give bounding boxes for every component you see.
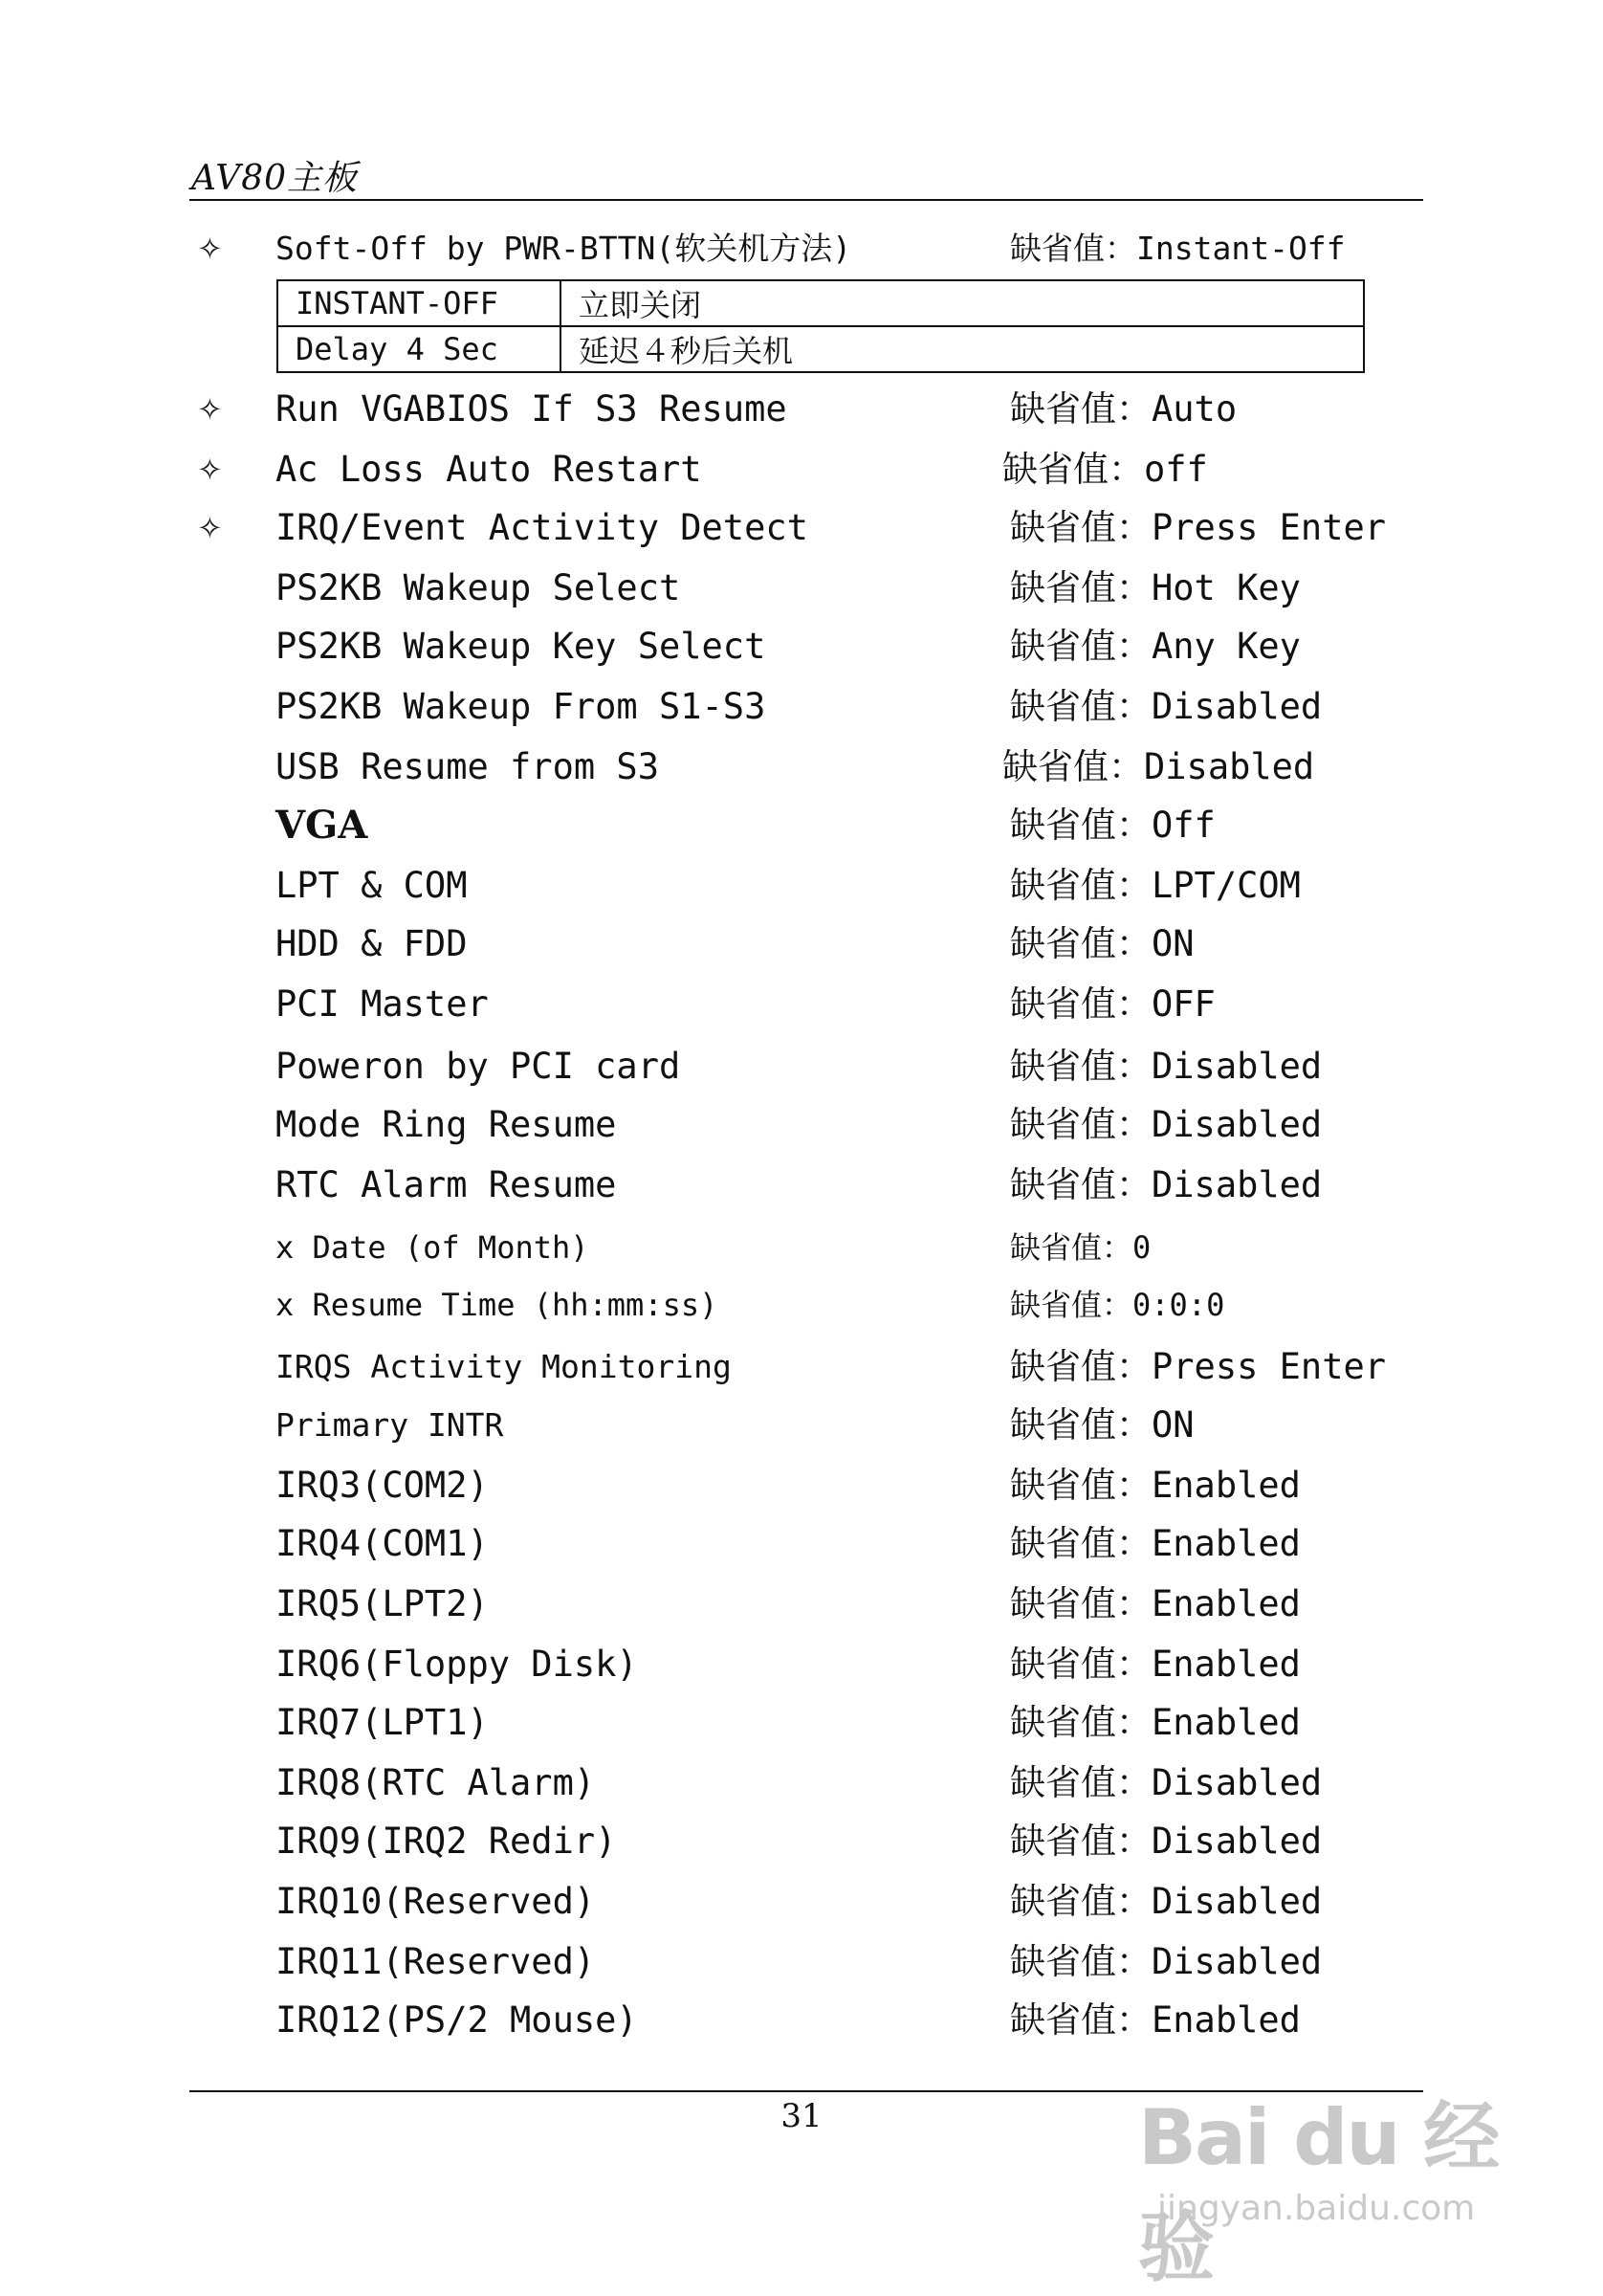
page-header-title: AV80主板 bbox=[191, 159, 359, 198]
option-name: Delay 4 Sec bbox=[277, 326, 560, 372]
setting-label: PS2KB Wakeup Key Select bbox=[275, 626, 766, 667]
setting-label: Run VGABIOS If S3 Resume bbox=[275, 388, 787, 430]
setting-label: Mode Ring Resume bbox=[275, 1104, 617, 1145]
setting-label: IRQ/Event Activity Detect bbox=[275, 507, 808, 548]
setting-label: PCI Master bbox=[275, 983, 489, 1025]
setting-row bbox=[0, 1935, 1603, 1989]
bullet-icon: ✧ bbox=[197, 391, 223, 428]
setting-row bbox=[0, 1459, 1603, 1512]
setting-default-value: 缺省值：Enabled bbox=[1010, 1999, 1301, 2041]
setting-label: IRQ5(LPT2) bbox=[275, 1583, 489, 1624]
setting-default-value: 缺省值：ON bbox=[1010, 1404, 1195, 1446]
setting-default-value: 缺省值：Enabled bbox=[1010, 1465, 1301, 1506]
option-description: 延迟４秒后关机 bbox=[560, 326, 1364, 372]
setting-label: x Resume Time (hh:mm:ss) bbox=[275, 1287, 718, 1323]
setting-default-value: 缺省值：Off bbox=[1010, 805, 1216, 846]
setting-row-soft-off bbox=[0, 222, 1603, 276]
setting-row bbox=[0, 1221, 1603, 1274]
setting-default-value: 缺省值：0:0:0 bbox=[1010, 1287, 1225, 1323]
setting-row bbox=[0, 1815, 1603, 1868]
setting-default-value: 缺省值：Enabled bbox=[1010, 1523, 1301, 1564]
setting-label: IRQ3(COM2) bbox=[275, 1465, 489, 1506]
setting-default-value: 缺省值：Disabled bbox=[1010, 686, 1323, 727]
setting-default-value: 缺省值：Disabled bbox=[1002, 746, 1315, 787]
setting-label: IRQ6(Floppy Disk) bbox=[275, 1644, 638, 1685]
setting-row bbox=[0, 1638, 1603, 1691]
setting-default-value: 缺省值：OFF bbox=[1010, 983, 1216, 1025]
setting-label: IRQS Activity Monitoring bbox=[275, 1348, 732, 1385]
setting-row bbox=[0, 917, 1603, 971]
option-name: INSTANT-OFF bbox=[277, 280, 560, 326]
setting-label: VGA bbox=[275, 803, 368, 848]
setting-default-value: 缺省值：Any Key bbox=[1010, 626, 1301, 667]
setting-label: IRQ8(RTC Alarm) bbox=[275, 1762, 596, 1803]
setting-default-value: 缺省值：Instant-Off bbox=[1010, 230, 1346, 267]
setting-label: PS2KB Wakeup Select bbox=[275, 567, 681, 608]
setting-default-value: 缺省值：Disabled bbox=[1010, 1046, 1323, 1087]
setting-row bbox=[0, 1278, 1603, 1332]
table-row bbox=[277, 280, 1364, 326]
bullet-icon: ✧ bbox=[197, 510, 223, 546]
setting-default-value: 缺省值：0 bbox=[1010, 1229, 1152, 1266]
setting-default-value: 缺省值：Disabled bbox=[1010, 1941, 1323, 1982]
setting-row bbox=[0, 1875, 1603, 1929]
setting-default-value: 缺省值：Auto bbox=[1010, 388, 1238, 430]
setting-row bbox=[0, 1696, 1603, 1750]
setting-label: IRQ7(LPT1) bbox=[275, 1702, 489, 1743]
setting-default-value: 缺省值：Disabled bbox=[1010, 1762, 1323, 1803]
setting-row bbox=[0, 1399, 1603, 1452]
bullet-icon: ✧ bbox=[197, 231, 223, 267]
setting-default-value: 缺省值：Enabled bbox=[1010, 1583, 1301, 1624]
setting-row bbox=[0, 1994, 1603, 2047]
watermark-url: jingyan.baidu.com bbox=[1157, 2189, 1476, 2228]
setting-default-value: 缺省值：Press Enter bbox=[1010, 507, 1387, 548]
setting-row bbox=[0, 978, 1603, 1031]
setting-label: IRQ11(Reserved) bbox=[275, 1941, 596, 1982]
setting-label: LPT & COM bbox=[275, 865, 468, 906]
setting-row bbox=[0, 1756, 1603, 1810]
setting-default-value: 缺省值：Disabled bbox=[1010, 1104, 1323, 1145]
setting-default-value: 缺省值：Hot Key bbox=[1010, 567, 1301, 608]
setting-row bbox=[0, 443, 1603, 497]
setting-label: PS2KB Wakeup From S1-S3 bbox=[275, 686, 766, 727]
setting-row bbox=[0, 680, 1603, 734]
setting-row bbox=[0, 740, 1603, 794]
setting-label: IRQ10(Reserved) bbox=[275, 1881, 596, 1922]
setting-label: IRQ9(IRQ2 Redir) bbox=[275, 1821, 617, 1862]
setting-default-value: 缺省值：Enabled bbox=[1010, 1702, 1301, 1743]
setting-default-value: 缺省值：Disabled bbox=[1010, 1821, 1323, 1862]
setting-row bbox=[0, 562, 1603, 615]
setting-row bbox=[0, 799, 1603, 852]
setting-label: USB Resume from S3 bbox=[275, 746, 659, 787]
setting-default-value: 缺省值：ON bbox=[1010, 923, 1195, 964]
bullet-icon: ✧ bbox=[197, 452, 223, 488]
setting-row bbox=[0, 1578, 1603, 1631]
setting-label: HDD & FDD bbox=[275, 923, 468, 964]
option-description: 立即关闭 bbox=[560, 280, 1364, 326]
setting-row bbox=[0, 1517, 1603, 1571]
setting-row bbox=[0, 620, 1603, 673]
setting-default-value: 缺省值：Disabled bbox=[1010, 1881, 1323, 1922]
setting-row bbox=[0, 1340, 1603, 1394]
table-row bbox=[277, 326, 1364, 372]
setting-row bbox=[0, 1040, 1603, 1093]
setting-label: IRQ12(PS/2 Mouse) bbox=[275, 1999, 638, 2041]
setting-label: IRQ4(COM1) bbox=[275, 1523, 489, 1564]
header-rule bbox=[189, 199, 1423, 201]
setting-label: Ac Loss Auto Restart bbox=[275, 449, 702, 490]
setting-label: Soft-Off by PWR-BTTN(软关机方法) bbox=[275, 230, 852, 267]
setting-default-value: 缺省值：off bbox=[1002, 449, 1208, 490]
page-number: 31 bbox=[780, 2097, 823, 2135]
baidu-jingyan-watermark bbox=[1138, 2076, 1521, 2292]
watermark-logo: Bai du 经验 bbox=[1138, 2093, 1499, 2292]
setting-row bbox=[0, 501, 1603, 555]
setting-row bbox=[0, 1098, 1603, 1152]
setting-label: Primary INTR bbox=[275, 1406, 504, 1444]
setting-label: x Date (of Month) bbox=[275, 1229, 589, 1266]
setting-label: Poweron by PCI card bbox=[275, 1046, 681, 1087]
setting-row bbox=[0, 1159, 1603, 1212]
setting-row bbox=[0, 859, 1603, 913]
soft-off-options-table bbox=[276, 279, 1365, 373]
setting-default-value: 缺省值：LPT/COM bbox=[1010, 865, 1301, 906]
setting-default-value: 缺省值：Disabled bbox=[1010, 1164, 1323, 1205]
setting-label: RTC Alarm Resume bbox=[275, 1164, 617, 1205]
setting-default-value: 缺省值：Press Enter bbox=[1010, 1346, 1387, 1387]
setting-default-value: 缺省值：Enabled bbox=[1010, 1644, 1301, 1685]
setting-row bbox=[0, 383, 1603, 436]
